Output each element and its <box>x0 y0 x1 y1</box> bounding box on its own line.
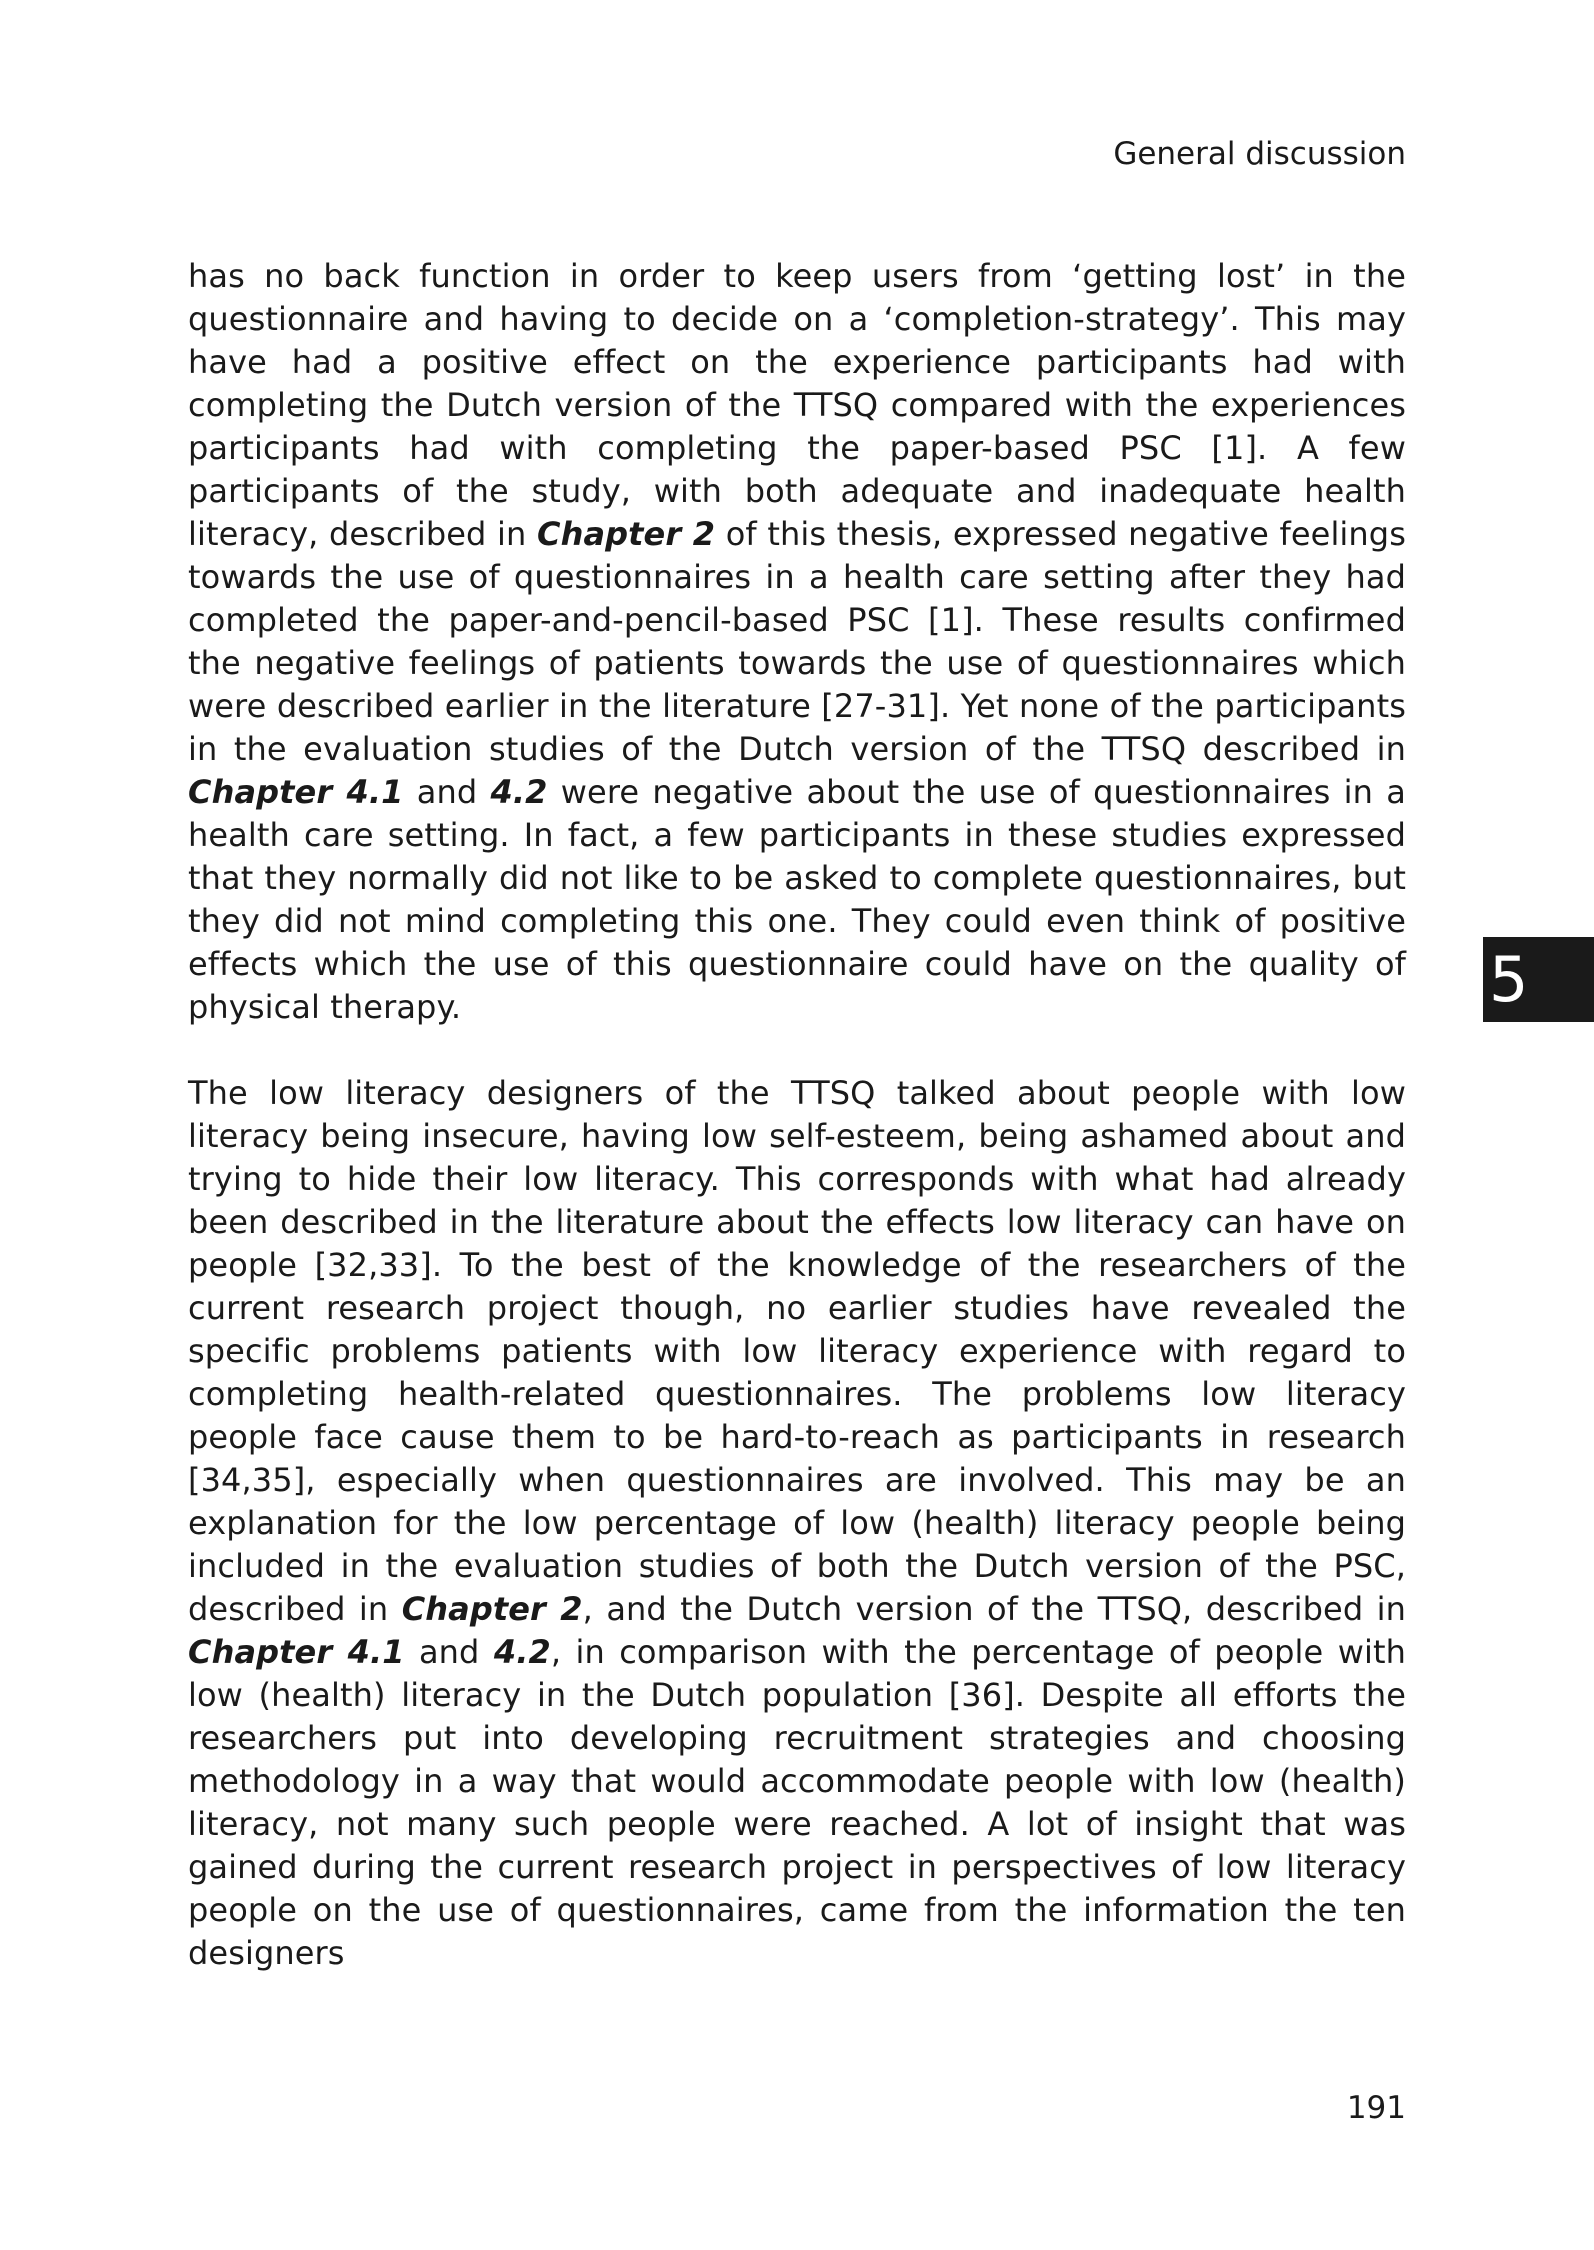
chapter-reference: 4.2 <box>493 1633 551 1671</box>
text-run: , in comparison with the percentage of people with low (health) literacy in the Dutch population [36]. Despite all efforts the researchers put into developing recruitment strategies and choosing methodology in a way that would accommodate people with low (health) literacy, not many such people were reached. A lot of insight that was gained during the current research project in perspectives of low literacy people on the use of questionnaires, came from the information the ten designers <box>188 1633 1407 1972</box>
text-run: and <box>403 773 491 811</box>
body-text <box>188 255 1406 1975</box>
paragraph <box>188 255 1406 1029</box>
chapter-tab <box>1483 937 1594 1022</box>
chapter-reference: Chapter 2 <box>536 515 716 553</box>
chapter-reference: Chapter 4.1 <box>188 773 404 811</box>
text-run: were negative about the use of questionnaires in a health care setting. In fact, a few participants in these studies expressed that they normally did not like to be asked to complete questionnaires, but they did not mind completing this one. They could even think of positive effects which the use of this questionnaire could have on the quality of physical therapy. <box>188 773 1406 1026</box>
text-run: The low literacy designers of the TTSQ talked about people with low literacy being insecure, having low self-esteem, being ashamed about and trying to hide their low literacy. This corresponds with what had already been described in the literature about the effects low literacy can have on people [32,33]. To the best of the knowledge of the researchers of the current research project though, no earlier studies have revealed the specific problems patients with low literacy experience with regard to completing health-related questionnaires. The problems low literacy people face cause them to be hard-to-reach as participants in research [34,35], especially when questionnaires are involved. This may be an explanation for the low percentage of low (health) literacy people being included in the evaluation studies of both the Dutch version of the PSC, described in <box>188 1074 1406 1628</box>
text-run: , and the Dutch version of the TTSQ, described in <box>582 1590 1406 1628</box>
chapter-reference: Chapter 2 <box>401 1590 583 1628</box>
text-run: has no back function in order to keep users from ‘getting lost’ in the questionnaire and having to decide on a ‘completion-strategy’. This may have had a positive effect on the experience participants had with completing the Dutch version of the TTSQ compared with the experiences participants had with completing the paper-based PSC [1]. A few participants of the study, with both adequate and inadequate health literacy, described in <box>188 257 1406 553</box>
chapter-reference: Chapter 4.1 <box>188 1633 405 1671</box>
text-run: of this thesis, expressed negative feelings towards the use of questionnaires in a health care setting after they had completed the paper-and-pencil-based PSC [1]. These results confirmed the negative feelings of patients towards the use of questionnaires which were described earlier in the literature [27-31]. Yet none of the participants in the evaluation studies of the Dutch version of the TTSQ described in <box>188 515 1406 768</box>
text-run: and <box>404 1633 494 1671</box>
page-number: 191 <box>1346 2090 1406 2126</box>
running-header: General discussion <box>1113 136 1406 172</box>
chapter-tab-number: 5 <box>1489 943 1529 1016</box>
chapter-reference: 4.2 <box>490 773 548 811</box>
paragraph <box>188 1072 1406 1975</box>
